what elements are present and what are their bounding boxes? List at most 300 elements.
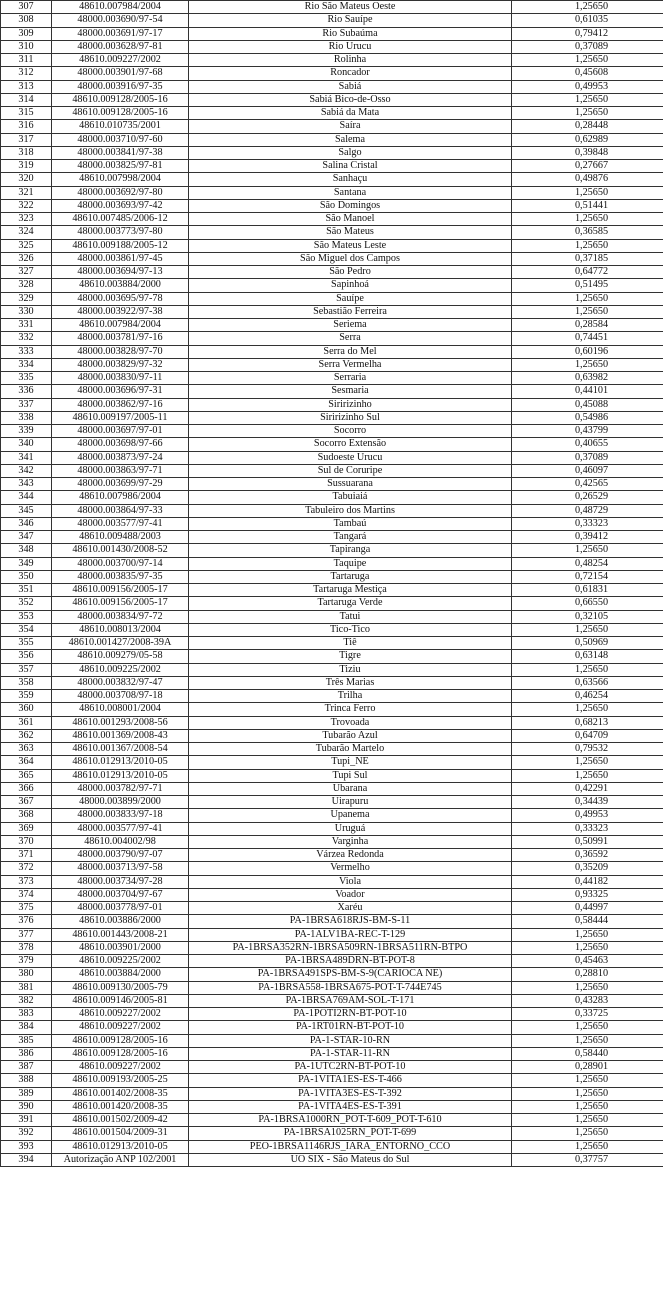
table-row	[1, 266, 663, 279]
field-name-cell: Seriema	[189, 319, 512, 332]
field-name-cell: Tapiranga	[189, 544, 512, 557]
field-name-cell: PA-1BRSA618RJS-BM-S-11	[189, 915, 512, 928]
process-number-cell: 48610.001443/2008-21	[52, 928, 189, 941]
field-name-cell: Tangará	[189, 531, 512, 544]
value-cell: 0,46254	[512, 690, 663, 703]
process-number-cell: 48610.009146/2005-81	[52, 994, 189, 1007]
value-cell: 1,25650	[512, 107, 663, 120]
field-name-cell: Trinca Ferro	[189, 703, 512, 716]
value-cell: 0,28901	[512, 1061, 663, 1074]
field-name-cell: Sabiá	[189, 80, 512, 93]
field-name-cell: Uruguá	[189, 822, 512, 835]
row-number-cell: 330	[1, 305, 52, 318]
table-row	[1, 743, 663, 756]
value-cell: 1,25650	[512, 213, 663, 226]
field-name-cell: Taquipe	[189, 557, 512, 570]
row-number-cell: 387	[1, 1061, 52, 1074]
process-number-cell: 48000.003782/97-71	[52, 782, 189, 795]
process-number-cell: 48000.003693/97-42	[52, 199, 189, 212]
table-row	[1, 1087, 663, 1100]
value-cell: 0,28810	[512, 968, 663, 981]
row-number-cell: 308	[1, 14, 52, 27]
value-cell: 0,27667	[512, 160, 663, 173]
table-row	[1, 398, 663, 411]
value-cell: 0,33323	[512, 517, 663, 530]
row-number-cell: 340	[1, 438, 52, 451]
table-row	[1, 332, 663, 345]
value-cell: 0,64772	[512, 266, 663, 279]
table-row	[1, 120, 663, 133]
table-row	[1, 968, 663, 981]
row-number-cell: 348	[1, 544, 52, 557]
field-name-cell: PA-1-STAR-11-RN	[189, 1047, 512, 1060]
process-number-cell: 48610.009193/2005-25	[52, 1074, 189, 1087]
process-number-cell: 48610.010735/2001	[52, 120, 189, 133]
table-row	[1, 941, 663, 954]
process-number-cell: 48000.003841/97-38	[52, 146, 189, 159]
process-number-cell: 48000.003873/97-24	[52, 451, 189, 464]
value-cell: 0,35209	[512, 862, 663, 875]
field-name-cell: Serra	[189, 332, 512, 345]
row-number-cell: 381	[1, 981, 52, 994]
process-number-cell: 48000.003713/97-58	[52, 862, 189, 875]
value-cell: 1,25650	[512, 769, 663, 782]
process-number-cell: 48610.009225/2002	[52, 955, 189, 968]
field-name-cell: Varginha	[189, 835, 512, 848]
process-number-cell: 48610.012913/2010-05	[52, 1140, 189, 1153]
row-number-cell: 388	[1, 1074, 52, 1087]
table-row	[1, 385, 663, 398]
table-row	[1, 862, 663, 875]
row-number-cell: 390	[1, 1100, 52, 1113]
field-name-cell: Sebastião Ferreira	[189, 305, 512, 318]
process-number-cell: 48610.009156/2005-17	[52, 584, 189, 597]
process-number-cell: 48610.009128/2005-16	[52, 107, 189, 120]
field-name-cell: Tubarão Azul	[189, 729, 512, 742]
process-number-cell: 48000.003861/97-45	[52, 252, 189, 265]
value-cell: 1,25650	[512, 1114, 663, 1127]
field-name-cell: PA-1VITA4ES-ES-T-391	[189, 1100, 512, 1113]
process-number-cell: 48000.003696/97-31	[52, 385, 189, 398]
table-row	[1, 54, 663, 67]
table-row	[1, 213, 663, 226]
row-number-cell: 380	[1, 968, 52, 981]
table-row	[1, 570, 663, 583]
table-row	[1, 319, 663, 332]
process-number-cell: 48000.003708/97-18	[52, 690, 189, 703]
row-number-cell: 374	[1, 888, 52, 901]
field-name-cell: Sul de Coruripe	[189, 464, 512, 477]
value-cell: 0,93325	[512, 888, 663, 901]
row-number-cell: 329	[1, 292, 52, 305]
row-number-cell: 372	[1, 862, 52, 875]
value-cell: 0,60196	[512, 345, 663, 358]
table-row	[1, 835, 663, 848]
field-name-cell: PA-1POTI2RN-BT-POT-10	[189, 1008, 512, 1021]
field-name-cell: Vermelho	[189, 862, 512, 875]
table-row	[1, 729, 663, 742]
process-number-cell: 48610.007485/2006-12	[52, 213, 189, 226]
table-row	[1, 994, 663, 1007]
process-number-cell: 48610.001427/2008-39A	[52, 637, 189, 650]
table-row	[1, 1140, 663, 1153]
process-number-cell: 48000.003899/2000	[52, 796, 189, 809]
process-number-cell: 48610.003901/2000	[52, 941, 189, 954]
value-cell: 0,63148	[512, 650, 663, 663]
table-row	[1, 703, 663, 716]
value-cell: 1,25650	[512, 93, 663, 106]
table-row	[1, 1074, 663, 1087]
value-cell: 1,25650	[512, 239, 663, 252]
process-number-cell: 48000.003773/97-80	[52, 226, 189, 239]
field-name-cell: Trilha	[189, 690, 512, 703]
field-name-cell: Sudoeste Urucu	[189, 451, 512, 464]
table-row	[1, 1100, 663, 1113]
process-number-cell: 48610.007984/2004	[52, 319, 189, 332]
field-name-cell: Sauípe	[189, 292, 512, 305]
table-row	[1, 557, 663, 570]
row-number-cell: 370	[1, 835, 52, 848]
value-cell: 0,58444	[512, 915, 663, 928]
process-number-cell: 48000.003829/97-32	[52, 358, 189, 371]
field-name-cell: Rio Urucu	[189, 40, 512, 53]
row-number-cell: 376	[1, 915, 52, 928]
field-name-cell: Tubarão Martelo	[189, 743, 512, 756]
table-row	[1, 372, 663, 385]
value-cell: 0,37185	[512, 252, 663, 265]
field-name-cell: Rio Sauípe	[189, 14, 512, 27]
value-cell: 0,44182	[512, 875, 663, 888]
row-number-cell: 346	[1, 517, 52, 530]
field-name-cell: Xaréu	[189, 902, 512, 915]
field-name-cell: UO SIX - São Mateus do Sul	[189, 1153, 512, 1166]
process-number-cell: 48000.003901/97-68	[52, 67, 189, 80]
table-row	[1, 478, 663, 491]
row-number-cell: 351	[1, 584, 52, 597]
row-number-cell: 316	[1, 120, 52, 133]
process-number-cell: 48000.003577/97-41	[52, 822, 189, 835]
table-row	[1, 902, 663, 915]
value-cell: 0,66550	[512, 597, 663, 610]
process-number-cell: 48610.008013/2004	[52, 623, 189, 636]
row-number-cell: 375	[1, 902, 52, 915]
table-row	[1, 690, 663, 703]
table-body	[1, 1, 663, 1167]
field-name-cell: São Miguel dos Campos	[189, 252, 512, 265]
field-name-cell: São Pedro	[189, 266, 512, 279]
table-row	[1, 663, 663, 676]
table-row	[1, 610, 663, 623]
value-cell: 0,37089	[512, 40, 663, 53]
value-cell: 1,25650	[512, 54, 663, 67]
field-name-cell: Tupi_NE	[189, 756, 512, 769]
value-cell: 1,25650	[512, 941, 663, 954]
table-row	[1, 1061, 663, 1074]
table-row	[1, 584, 663, 597]
field-name-cell: Tupi Sul	[189, 769, 512, 782]
value-cell: 0,51441	[512, 199, 663, 212]
process-number-cell: 48000.003710/97-60	[52, 133, 189, 146]
table-row	[1, 292, 663, 305]
field-name-cell: Serraria	[189, 372, 512, 385]
row-number-cell: 354	[1, 623, 52, 636]
row-number-cell: 343	[1, 478, 52, 491]
row-number-cell: 323	[1, 213, 52, 226]
field-name-cell: Rolinha	[189, 54, 512, 67]
row-number-cell: 377	[1, 928, 52, 941]
field-name-cell: Rio Subaúma	[189, 27, 512, 40]
table-row	[1, 756, 663, 769]
row-number-cell: 384	[1, 1021, 52, 1034]
row-number-cell: 345	[1, 504, 52, 517]
process-number-cell: 48000.003698/97-66	[52, 438, 189, 451]
process-number-cell: 48000.003699/97-29	[52, 478, 189, 491]
table-row	[1, 1008, 663, 1021]
value-cell: 0,49953	[512, 809, 663, 822]
table-row	[1, 796, 663, 809]
value-cell: 0,32105	[512, 610, 663, 623]
table-row	[1, 1, 663, 14]
table-row	[1, 411, 663, 424]
process-number-cell: 48000.003691/97-17	[52, 27, 189, 40]
field-name-cell: Salina Cristal	[189, 160, 512, 173]
value-cell: 0,74451	[512, 332, 663, 345]
value-cell: 0,61831	[512, 584, 663, 597]
process-number-cell: 48610.009227/2002	[52, 1008, 189, 1021]
table-row	[1, 623, 663, 636]
row-number-cell: 310	[1, 40, 52, 53]
table-row	[1, 1034, 663, 1047]
row-number-cell: 379	[1, 955, 52, 968]
process-number-cell: 48000.003834/97-72	[52, 610, 189, 623]
row-number-cell: 344	[1, 491, 52, 504]
table-row	[1, 27, 663, 40]
row-number-cell: 364	[1, 756, 52, 769]
value-cell: 0,72154	[512, 570, 663, 583]
process-number-cell: 48610.009225/2002	[52, 663, 189, 676]
table-row	[1, 1114, 663, 1127]
value-cell: 0,45463	[512, 955, 663, 968]
table-row	[1, 160, 663, 173]
value-cell: 0,44997	[512, 902, 663, 915]
field-name-cell: Uirapuru	[189, 796, 512, 809]
table-row	[1, 186, 663, 199]
value-cell: 0,45608	[512, 67, 663, 80]
field-name-cell: Saíra	[189, 120, 512, 133]
table-row	[1, 716, 663, 729]
field-name-cell: Tatui	[189, 610, 512, 623]
value-cell: 0,48254	[512, 557, 663, 570]
row-number-cell: 315	[1, 107, 52, 120]
table-row	[1, 822, 663, 835]
process-number-cell: 48610.001430/2008-52	[52, 544, 189, 557]
field-name-cell: PA-1BRSA491SPS-BM-S-9(CARIOCA NE)	[189, 968, 512, 981]
process-number-cell: 48610.001504/2009-31	[52, 1127, 189, 1140]
field-name-cell: PA-1BRSA1000RN_POT-T-609_POT-T-610	[189, 1114, 512, 1127]
field-name-cell: Santana	[189, 186, 512, 199]
process-number-cell: 48000.003916/97-35	[52, 80, 189, 93]
field-name-cell: Três Marias	[189, 676, 512, 689]
field-name-cell: Siririzinho Sul	[189, 411, 512, 424]
process-number-cell: 48610.001420/2008-35	[52, 1100, 189, 1113]
value-cell: 1,25650	[512, 981, 663, 994]
row-number-cell: 366	[1, 782, 52, 795]
table-row	[1, 597, 663, 610]
row-number-cell: 307	[1, 1, 52, 14]
row-number-cell: 332	[1, 332, 52, 345]
row-number-cell: 356	[1, 650, 52, 663]
row-number-cell: 394	[1, 1153, 52, 1166]
value-cell: 0,62989	[512, 133, 663, 146]
value-cell: 0,54986	[512, 411, 663, 424]
field-name-cell: Sabiá Bico-de-Osso	[189, 93, 512, 106]
value-cell: 0,50991	[512, 835, 663, 848]
field-name-cell: PEO-1BRSA1146RJS_IARA_ENTORNO_CCO	[189, 1140, 512, 1153]
row-number-cell: 358	[1, 676, 52, 689]
process-number-cell: 48610.009227/2002	[52, 1021, 189, 1034]
field-name-cell: Rio São Mateus Oeste	[189, 1, 512, 14]
value-cell: 0,33323	[512, 822, 663, 835]
process-number-cell: 48000.003697/97-01	[52, 425, 189, 438]
row-number-cell: 318	[1, 146, 52, 159]
value-cell: 0,39412	[512, 531, 663, 544]
value-cell: 0,50969	[512, 637, 663, 650]
value-cell: 0,37757	[512, 1153, 663, 1166]
field-name-cell: Ubarana	[189, 782, 512, 795]
table-row	[1, 14, 663, 27]
row-number-cell: 359	[1, 690, 52, 703]
value-cell: 1,25650	[512, 1074, 663, 1087]
field-name-cell: Tiziu	[189, 663, 512, 676]
process-number-cell: 48000.003700/97-14	[52, 557, 189, 570]
table-row	[1, 1021, 663, 1034]
row-number-cell: 341	[1, 451, 52, 464]
table-row	[1, 425, 663, 438]
row-number-cell: 393	[1, 1140, 52, 1153]
process-number-cell: 48610.009488/2003	[52, 531, 189, 544]
field-name-cell: Socorro Extensão	[189, 438, 512, 451]
process-number-cell: 48610.009227/2002	[52, 1061, 189, 1074]
row-number-cell: 367	[1, 796, 52, 809]
value-cell: 0,43283	[512, 994, 663, 1007]
field-name-cell: Tigre	[189, 650, 512, 663]
value-cell: 0,42291	[512, 782, 663, 795]
table-row	[1, 305, 663, 318]
table-row	[1, 782, 663, 795]
process-number-cell: 48610.007986/2004	[52, 491, 189, 504]
row-number-cell: 353	[1, 610, 52, 623]
process-number-cell: 48610.009128/2005-16	[52, 1047, 189, 1060]
value-cell: 1,25650	[512, 663, 663, 676]
process-number-cell: 48000.003577/97-41	[52, 517, 189, 530]
process-number-cell: 48610.007998/2004	[52, 173, 189, 186]
field-name-cell: PA-1RT01RN-BT-POT-10	[189, 1021, 512, 1034]
field-name-cell: Viola	[189, 875, 512, 888]
row-number-cell: 342	[1, 464, 52, 477]
field-name-cell: PA-1-STAR-10-RN	[189, 1034, 512, 1047]
value-cell: 0,68213	[512, 716, 663, 729]
row-number-cell: 327	[1, 266, 52, 279]
row-number-cell: 368	[1, 809, 52, 822]
process-number-cell: 48610.001367/2008-54	[52, 743, 189, 756]
row-number-cell: 355	[1, 637, 52, 650]
field-name-cell: Tiê	[189, 637, 512, 650]
value-cell: 0,49876	[512, 173, 663, 186]
row-number-cell: 325	[1, 239, 52, 252]
field-name-cell: São Domingos	[189, 199, 512, 212]
value-cell: 0,51495	[512, 279, 663, 292]
process-number-cell: 48000.003790/97-07	[52, 849, 189, 862]
value-cell: 0,58440	[512, 1047, 663, 1060]
value-cell: 1,25650	[512, 1140, 663, 1153]
row-number-cell: 331	[1, 319, 52, 332]
value-cell: 0,63566	[512, 676, 663, 689]
table-row	[1, 1047, 663, 1060]
row-number-cell: 322	[1, 199, 52, 212]
process-number-cell: 48000.003692/97-80	[52, 186, 189, 199]
row-number-cell: 317	[1, 133, 52, 146]
row-number-cell: 319	[1, 160, 52, 173]
table-row	[1, 544, 663, 557]
row-number-cell: 378	[1, 941, 52, 954]
process-number-cell: 48000.003825/97-81	[52, 160, 189, 173]
value-cell: 0,37089	[512, 451, 663, 464]
table-row	[1, 928, 663, 941]
table-row	[1, 199, 663, 212]
field-name-cell: Serra do Mel	[189, 345, 512, 358]
process-number-cell: 48000.003704/97-67	[52, 888, 189, 901]
process-number-cell: 48610.009279/05-58	[52, 650, 189, 663]
table-row	[1, 517, 663, 530]
field-name-cell: Voador	[189, 888, 512, 901]
table-row	[1, 504, 663, 517]
value-cell: 1,25650	[512, 305, 663, 318]
row-number-cell: 338	[1, 411, 52, 424]
value-cell: 1,25650	[512, 544, 663, 557]
value-cell: 0,28448	[512, 120, 663, 133]
table-row	[1, 769, 663, 782]
value-cell: 0,79532	[512, 743, 663, 756]
row-number-cell: 369	[1, 822, 52, 835]
value-cell: 1,25650	[512, 756, 663, 769]
row-number-cell: 385	[1, 1034, 52, 1047]
table-row	[1, 650, 663, 663]
field-name-cell: Sapinhoá	[189, 279, 512, 292]
table-row	[1, 93, 663, 106]
row-number-cell: 312	[1, 67, 52, 80]
table-row	[1, 981, 663, 994]
value-cell: 1,25650	[512, 1127, 663, 1140]
row-number-cell: 311	[1, 54, 52, 67]
value-cell: 0,26529	[512, 491, 663, 504]
value-cell: 0,46097	[512, 464, 663, 477]
process-number-cell: 48610.012913/2010-05	[52, 756, 189, 769]
field-name-cell: Tambaú	[189, 517, 512, 530]
row-number-cell: 357	[1, 663, 52, 676]
field-name-cell: Siririzinho	[189, 398, 512, 411]
value-cell: 1,25650	[512, 1087, 663, 1100]
row-number-cell: 334	[1, 358, 52, 371]
process-number-cell: 48000.003628/97-81	[52, 40, 189, 53]
field-name-cell: São Manoel	[189, 213, 512, 226]
process-number-cell: 48000.003833/97-18	[52, 809, 189, 822]
table-row	[1, 146, 663, 159]
table-row	[1, 1127, 663, 1140]
row-number-cell: 383	[1, 1008, 52, 1021]
row-number-cell: 391	[1, 1114, 52, 1127]
row-number-cell: 324	[1, 226, 52, 239]
row-number-cell: 314	[1, 93, 52, 106]
